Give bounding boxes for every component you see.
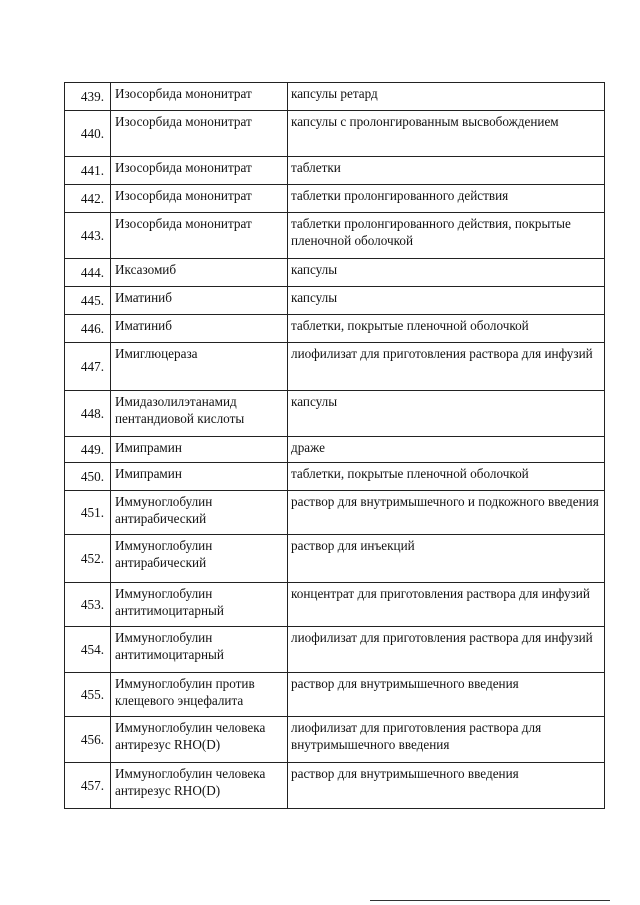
row-number: 442. — [65, 185, 111, 213]
dosage-form: капсулы — [288, 287, 605, 315]
row-number: 448. — [65, 391, 111, 437]
table-row — [65, 673, 605, 717]
drug-name: Изосорбида мононитрат — [111, 213, 288, 259]
table-row — [65, 185, 605, 213]
table-row — [65, 213, 605, 259]
dosage-form: капсулы ретард — [288, 83, 605, 111]
dosage-form: капсулы с пролонгированным высвобождением — [288, 111, 605, 157]
table-row — [65, 287, 605, 315]
dosage-form: таблетки, покрытые пленочной оболочкой — [288, 463, 605, 491]
drug-name: Иммуноглобулин антирабический — [111, 535, 288, 583]
table-row — [65, 535, 605, 583]
dosage-form: таблетки пролонгированного действия — [288, 185, 605, 213]
row-number: 454. — [65, 627, 111, 673]
row-number: 439. — [65, 83, 111, 111]
row-number: 445. — [65, 287, 111, 315]
dosage-form: раствор для внутримышечного и подкожного введения — [288, 491, 605, 535]
drug-name: Имипрамин — [111, 463, 288, 491]
dosage-form: лиофилизат для приготовления раствора для инфузий — [288, 343, 605, 391]
dosage-form: лиофилизат для приготовления раствора для инфузий — [288, 627, 605, 673]
table-row — [65, 83, 605, 111]
dosage-form: раствор для инъекций — [288, 535, 605, 583]
dosage-form: драже — [288, 437, 605, 463]
row-number: 440. — [65, 111, 111, 157]
drug-name: Имипрамин — [111, 437, 288, 463]
dosage-form: раствор для внутримышечного введения — [288, 763, 605, 809]
row-number: 446. — [65, 315, 111, 343]
drug-name: Иммуноглобулин против клещевого энцефалита — [111, 673, 288, 717]
dosage-form: капсулы — [288, 259, 605, 287]
drug-name: Иммуноглобулин антирабический — [111, 491, 288, 535]
drug-name: Изосорбида мононитрат — [111, 157, 288, 185]
table-row — [65, 583, 605, 627]
drug-name: Имидазолилэтанамид пентандиовой кислоты — [111, 391, 288, 437]
table-row — [65, 259, 605, 287]
table-row — [65, 717, 605, 763]
table-row — [65, 343, 605, 391]
drug-name: Иммуноглобулин человека антирезус RHO(D) — [111, 763, 288, 809]
drug-name: Изосорбида мононитрат — [111, 111, 288, 157]
drug-name: Иксазомиб — [111, 259, 288, 287]
drug-name: Изосорбида мононитрат — [111, 185, 288, 213]
table-row — [65, 437, 605, 463]
dosage-form: раствор для внутримышечного введения — [288, 673, 605, 717]
table-row — [65, 491, 605, 535]
table-row — [65, 463, 605, 491]
row-number: 443. — [65, 213, 111, 259]
table-row — [65, 315, 605, 343]
drug-name: Имиглюцераза — [111, 343, 288, 391]
row-number: 444. — [65, 259, 111, 287]
row-number: 451. — [65, 491, 111, 535]
row-number: 455. — [65, 673, 111, 717]
row-number: 450. — [65, 463, 111, 491]
dosage-form: таблетки пролонгированного действия, покрытые пленочной оболочкой — [288, 213, 605, 259]
drug-name: Иммуноглобулин человека антирезус RHO(D) — [111, 717, 288, 763]
row-number: 449. — [65, 437, 111, 463]
medicines-table — [64, 82, 605, 809]
dosage-form: таблетки — [288, 157, 605, 185]
row-number: 453. — [65, 583, 111, 627]
table-row — [65, 157, 605, 185]
table-row — [65, 627, 605, 673]
drug-name: Иммуноглобулин антитимоцитарный — [111, 583, 288, 627]
drug-name: Иматиниб — [111, 287, 288, 315]
table-row — [65, 111, 605, 157]
table-row — [65, 391, 605, 437]
dosage-form: таблетки, покрытые пленочной оболочкой — [288, 315, 605, 343]
table-row — [65, 763, 605, 809]
drug-name: Иммуноглобулин антитимоцитарный — [111, 627, 288, 673]
row-number: 441. — [65, 157, 111, 185]
dosage-form: концентрат для приготовления раствора для инфузий — [288, 583, 605, 627]
dosage-form: лиофилизат для приготовления раствора для внутримышечного введения — [288, 717, 605, 763]
medicines-table-body — [65, 83, 605, 809]
row-number: 447. — [65, 343, 111, 391]
row-number: 456. — [65, 717, 111, 763]
drug-name: Изосорбида мононитрат — [111, 83, 288, 111]
row-number: 457. — [65, 763, 111, 809]
row-number: 452. — [65, 535, 111, 583]
drug-name: Иматиниб — [111, 315, 288, 343]
footer-rule — [370, 900, 610, 901]
dosage-form: капсулы — [288, 391, 605, 437]
